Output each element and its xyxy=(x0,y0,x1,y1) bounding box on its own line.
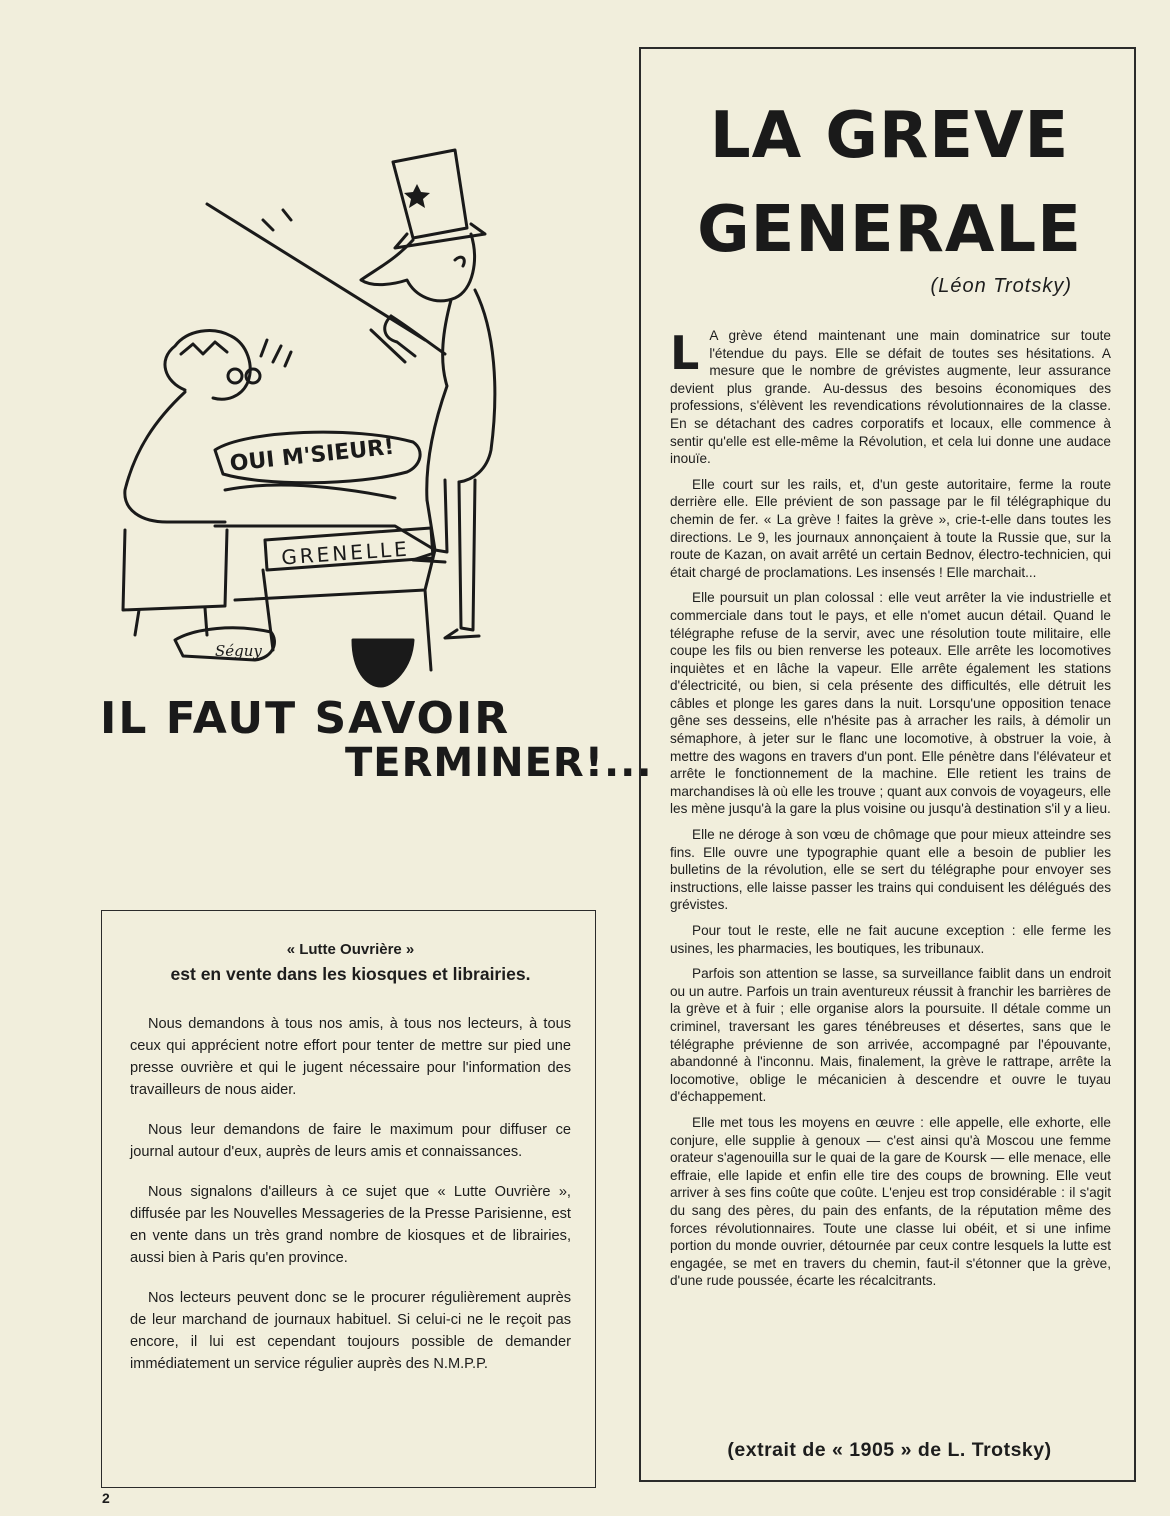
first-paragraph-text: A grève étend maintenant une main dominatrice sur toute l'étendue du pays. Elle se défait de toutes ses hésitations. A mesure que le nombre de grévistes augmente, leur assurance devient plus grande. Au-dessus des besoins économiques des professions, s'élèvent les revendications révolutionnaires de la classe. En se détachant des cadres corporatifs et locaux, elle commence à sentir qu'elle est elle-même la Révolution, et cela lui donne une audace inouïe. xyxy=(670,328,1111,467)
article-paragraph: Parfois son attention se lasse, sa surveillance faiblit dans un endroit ou un autre. Parfois un train aventureux réussit à franchir les barrières de la grève et à fuir ; elle organise alors la poursuite. Il détale comme un criminel, traversant les gares ténébreuses et désertes, sans que le télégraphe prévienne de son arrivée, accompagné par l'épouvante, abandonné à l'inconnu. Mais, finalement, la grève le rattrape, arrête la locomotive, oblige le mécanicien à descendre et ouvre le tuyau d'échappement. xyxy=(670,966,1111,1105)
article-title-line-1: LA GREVE xyxy=(709,99,1070,173)
drop-cap: L xyxy=(670,326,700,380)
article-paragraph: Elle met tous les moyens en œuvre : elle appelle, elle exhorte, elle conjure, elle supplie à genoux — c'est ainsi qu'à Moscou une femme orateur s'agenouilla sur le quai de la gare de Koursk — elle menace, elle effraie, elle lapide et enfin elle tire des coups de browning. Elle veut arriver à ses fins coûte que coûte. L'enjeu est trop considérable : il s'agit du sang des pères, du pain des enfants, de la réputation même des forces révolutionnaires. Toute une classe lui obéit, et si une infime portion du monde ouvrier, détournée par ceux contre lesquels la lutte est engagée, se met en travers du chemin, faut-il s'étonner que la grève, d'une rude poussée, écarte les récalcitrants. xyxy=(670,1114,1111,1289)
article-box xyxy=(639,47,1136,1482)
article-title-line-2: GENERALE xyxy=(697,193,1082,267)
article-source: (extrait de « 1905 » de L. Trotsky) xyxy=(727,1439,1052,1461)
article-author: (Léon Trotsky) xyxy=(930,275,1072,297)
article-paragraph: Elle poursuit un plan colossal : elle veut arrêter la vie industrielle et commerciale dans tout le pays, et elle n'omet aucun détail. Quand le télégraphe refuse de la servir, avec une résolution toute militaire, elle coupe les fils ou bien renverse les poteaux. Elle arrête les locomotives inquiètes et en lâche la vapeur. Elle arrête également les stations d'électricité, ou bien, si cela présente des difficultés, elle détruit les câbles et plonge les gares dans la nuit. Lorsqu'une opposition tenace gêne ses desseins, elle n'hésite pas à arracher les rails, à démolir un sémaphore, à jeter sur le flanc une locomotive, à obstruer la voie, à mettre des wagons en travers d'un pont. Elle pénètre dans l'élévateur et arrête le fonctionnement de la machine. Elle retient les trains de marchandises là où elle les trouve ; quant aux convois de voyageurs, elle les mène jusqu'à la gare la plus voisine ou jusqu'à destination s'il y a lieu. xyxy=(670,590,1111,817)
article-paragraph-first xyxy=(670,327,1111,468)
article-paragraph: Elle court sur les rails, et, d'un geste autoritaire, ferme la route derrière elle. Elle prévient de son passage par le fil télégraphique du chemin de fer. « La grève ! faites la grève », crie-t-elle dans toutes les directions. Le 9, les journaux annonçaient à toute la Russie que, sur la route de Kazan, on avait arrêté un certain Bednov, électro-technicien, qui était chargé de proclamations. Les insensés ! Elle marchait... xyxy=(670,476,1111,580)
cartoon-caption-line-2: TERMINER!... xyxy=(345,740,653,786)
page-number: 2 xyxy=(102,1490,110,1506)
article-paragraph: Pour tout le reste, elle ne fait aucune exception : elle ferme les usines, les pharmacies, les boutiques, les tribunaux. xyxy=(670,923,1111,956)
speech-bubble-text: OUI M'SIEUR! xyxy=(228,434,396,477)
cartoon-drawing xyxy=(95,130,605,790)
notice-title-line-2: est en vente dans les kiosques et librairies. xyxy=(170,964,531,984)
article-body xyxy=(670,327,1111,1298)
notice-paragraph: Nous demandons à tous nos amis, à tous nos lecteurs, à tous ceux qui apprécient notre effort pour tenter de mettre sur pied une presse ouvrière et qui le jugent nécessaire pour l'information des travailleurs de nous aider. xyxy=(130,1016,571,1098)
article-title xyxy=(641,89,1138,277)
article-paragraph: Elle ne déroge à son vœu de chômage que pour mieux atteindre ses fins. Elle ouvre une typographie quant elle a besoin de publier les bulletins de la révolution, elle se sert du télégraphe pour envoyer ses instructions, elle laisse passer les trains qui conduisent les délégués des grévistes. xyxy=(670,827,1111,913)
notice-paragraph: Nos lecteurs peuvent donc se le procurer régulièrement auprès de leur marchand de journaux habituel. Si celui-ci ne le reçoit pas encore, il lui est cependant toujours possible de demander immédiatement un service régulier auprès des N.M.P.P. xyxy=(130,1290,571,1372)
notice-title-line-1: « Lutte Ouvrière » xyxy=(286,941,415,958)
political-cartoon xyxy=(95,130,605,790)
notice-paragraph: Nous leur demandons de faire le maximum pour diffuser ce journal autour d'eux, auprès de leurs amis et connaissances. xyxy=(130,1122,571,1160)
notice-paragraph: Nous signalons d'ailleurs à ce sujet que « Lutte Ouvrière », diffusée par les Nouvelles Messageries de la Presse Parisienne, est en vente dans un très grand nombre de kiosques et de librairies, aussi bien à Paris qu'en province. xyxy=(130,1184,571,1266)
artist-signature: Séguy xyxy=(215,642,262,660)
desk-label: GRENELLE xyxy=(280,536,411,570)
star-icon xyxy=(404,184,430,208)
cartoon-caption-line-1: IL FAUT SAVOIR xyxy=(100,693,511,744)
sales-notice-box xyxy=(101,910,596,1488)
